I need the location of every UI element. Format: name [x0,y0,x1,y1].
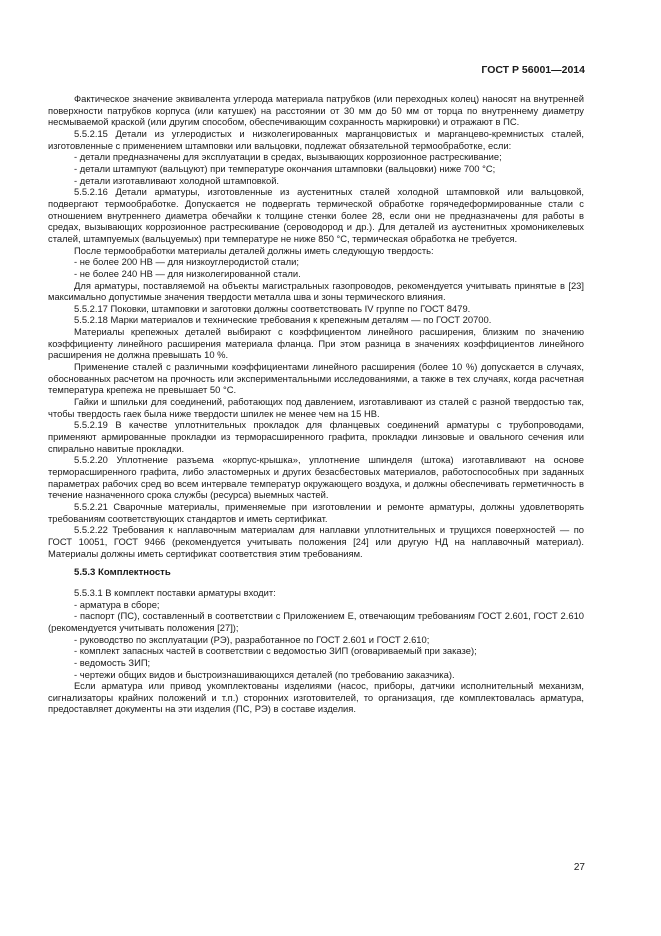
paragraph: 5.5.3.1 В комплект поставки арматуры входит: [74,586,276,598]
list-item: - не более 240 HB — для низколегированной стали. [74,267,301,279]
paragraph: 5.5.2.17 Поковки, штамповки и заготовки должны соответствовать IV группе по ГОСТ 8479. [74,302,471,314]
list-item: - детали предназначены для эксплуатации в средах, вызывающих коррозионное растрескивание; [74,151,502,163]
paragraph: 5.5.2.16 Детали арматуры, изготовленные из аустенитных сталей холодной штамповкой или вальцовкой, подвергают термообработке. Допускается не подвергать термической обработке горячедеформированные стали с отношением внутреннего диаметра обечайки к толщине стенки более 28, если они не предназначены для работы в средах, вызывающих коррозионное растрескивание (сероводород и др.). Для деталей из аустенитных хромоникелевых сталей, штампуемых (вальцуемых) при температуре не ниже 850 °С, термическая обработка не требуется. [48,186,584,244]
paragraph: 5.5.2.19 В качестве уплотнительных прокладок для фланцевых соединений арматуры с трубопроводами, применяют армированные прокладки из терморасширенного графита, прокладки линзовые и овального сечения или спирально навитые прокладки. [48,419,584,454]
paragraph: 5.5.2.22 Требования к наплавочным материалам для наплавки уплотнительных и трущихся поверхностей — по ГОСТ 10051, ГОСТ 9466 (рекомендуется учитывать положения [24] или другую НД на наплавочный материал). Материалы должны иметь сертификат соответствия этим требованиям. [48,524,584,559]
paragraph: 5.5.2.15 Детали из углеродистых и низколегированных марганцовистых и марганцево-кремнистых сталей, изготовленные с применением штамповки или вальцовки, подлежат обязательной термообработке, если: [48,127,584,151]
paragraph: Фактическое значение эквивалента углерода материала патрубков (или переходных колец) наносят на внутренней поверхности патрубков корпуса (или катушек) на расстоянии от 30 мм до 50 мм от торца по внутреннему диаметру несмываемой краской (или другим способом, обеспечивающим сохранность маркировки) и отражают в ПС. [48,93,584,128]
paragraph: Материалы крепежных деталей выбирают с коэффициентом линейного расширения, близким по значению коэффициенту линейного расширения материала фланца. При этом разница в значениях коэффициентов линейного расширения не должна превышать 10 %. [48,326,584,361]
page-number: 27 [573,862,585,873]
list-item: - детали штампуют (вальцуют) при температуре окончания штамповки (вальцовки) ниже 700 °С; [74,162,496,174]
paragraph: 5.5.2.18 Марки материалов и технические требования к крепежным деталям — по ГОСТ 20700. [74,314,492,326]
list-item: - не более 200 HB — для низкоуглеродистой стали; [74,256,299,268]
list-item: - руководство по эксплуатации (РЭ), разработанное по ГОСТ 2.601 и ГОСТ 2.610; [74,633,430,645]
paragraph: Для арматуры, поставляемой на объекты магистральных газопроводов, рекомендуется учитывать принятые в [23] максимально допустимые значения твердости металла шва и зоны термического влияния. [48,279,584,303]
list-item: - ведомость ЗИП; [74,656,151,668]
paragraph: После термообработки материалы деталей должны иметь следующую твердость: [74,244,434,256]
document-body [48,93,584,715]
list-item: - арматура в сборе; [74,598,160,610]
list-item: - паспорт (ПС), составленный в соответствии с Приложением Е, отвечающим требованиям ГОСТ 2.601, ГОСТ 2.610 (рекомендуется учитывать положения [27]); [48,610,584,633]
section-heading: 5.5.3 Комплектность [74,567,171,579]
paragraph: 5.5.2.21 Сварочные материалы, применяемые при изготовлении и ремонте арматуры, должны удовлетворять требованиям соответствующих стандартов и иметь сертификат. [48,500,584,524]
list-item: - детали изготавливают холодной штамповкой. [74,174,280,186]
paragraph: Если арматура или привод укомплектованы изделиями (насос, приборы, датчики исполнительный механизм, сигнализаторы крайних положений и т.п.) сторонних изготовителей, то организация, где комплектовалась арматура, предоставляет документы на эти изделия (ПС, РЭ) в составе изделия. [48,680,584,715]
document-code: ГОСТ Р 56001—2014 [481,64,585,76]
paragraph: 5.5.2.20 Уплотнение разъема «корпус-крышка», уплотнение шпинделя (штока) изготавливают на основе терморасширенного графита, либо эластомерных и других безасбестовых материалов, работоспособных при заданных параметрах рабочих сред во всем интервале температур окружающего воздуха, и должны обеспечивать герметичность в течение назначенного срока службы (ресурса) выемных частей. [48,454,584,501]
list-item: - чертежи общих видов и быстроизнашивающихся деталей (по требованию заказчика). [74,668,455,680]
list-item: - комплект запасных частей в соответствии с ведомостью ЗИП (оговариваемый при заказе); [74,645,477,657]
paragraph: Гайки и шпильки для соединений, работающих под давлением, изготавливают из сталей с разной твердостью так, чтобы твердость гаек была ниже твердости шпилек не менее чем на 15 HB. [48,396,584,419]
paragraph: Применение сталей с различными коэффициентами линейного расширения (более 10 %) допускается в случаях, обоснованных расчетом на прочность или экспериментальными исследованиями, а также в тех случаях, когда расчетная температура крепежа не превышает 50 °С. [48,361,584,396]
